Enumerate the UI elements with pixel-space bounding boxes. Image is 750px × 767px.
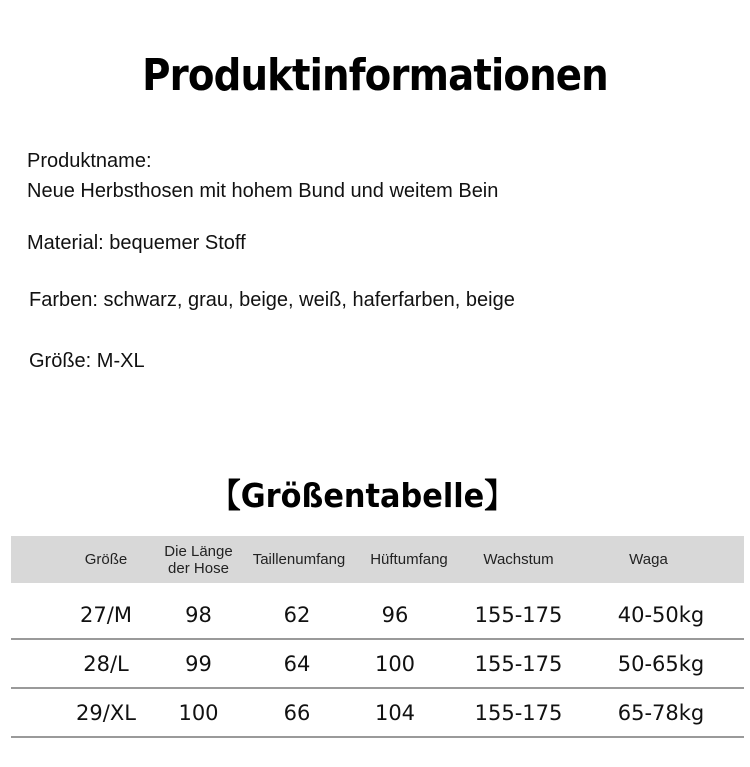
cell-size: 29/XL [76, 700, 136, 725]
cell-height: 155-175 [474, 602, 563, 627]
page-title: Produktinformationen [142, 50, 608, 101]
cell-waist: 62 [283, 602, 311, 627]
product-name-value: Neue Herbsthosen mit hohem Bund und weitem Bein [27, 180, 499, 202]
cell-hip: 100 [374, 651, 416, 676]
header-waist: Taillenumfang [252, 551, 346, 568]
header-hip: Hüftumfang [370, 551, 448, 568]
cell-waist: 66 [283, 700, 311, 725]
cell-weight: 40-50kg [617, 602, 705, 627]
cell-height: 155-175 [474, 700, 563, 725]
table-row [11, 640, 744, 689]
size-chart-title: 【Größentabelle】 [210, 476, 515, 515]
cell-length: 98 [185, 602, 212, 627]
colors-line [29, 285, 515, 315]
header-length: Die Länge der Hose [164, 542, 233, 577]
cell-size: 28/L [83, 651, 129, 676]
cell-size: 27/M [80, 602, 132, 627]
size-chart-header-row [11, 536, 744, 583]
product-name-block [27, 146, 498, 206]
cell-length: 99 [185, 651, 212, 676]
cell-hip: 96 [381, 602, 409, 627]
size-line [29, 346, 145, 376]
table-row [11, 689, 744, 738]
size-text: Größe: M-XL [29, 350, 145, 372]
cell-length: 100 [178, 700, 219, 725]
cell-waist: 64 [283, 651, 311, 676]
header-size: Größe [84, 551, 128, 568]
material-text: Material: bequemer Stoff [27, 232, 246, 254]
header-weight: Waga [629, 551, 668, 568]
material-line [27, 228, 246, 258]
size-chart-table [11, 536, 744, 738]
product-name-label: Produktname: [27, 150, 152, 172]
cell-hip: 104 [374, 700, 416, 725]
cell-height: 155-175 [474, 651, 563, 676]
colors-text: Farben: schwarz, grau, beige, weiß, haferfarben, beige [29, 289, 515, 311]
header-height: Wachstum [483, 551, 554, 568]
cell-weight: 65-78kg [617, 700, 705, 725]
cell-weight: 50-65kg [617, 651, 705, 676]
table-row [11, 591, 744, 640]
